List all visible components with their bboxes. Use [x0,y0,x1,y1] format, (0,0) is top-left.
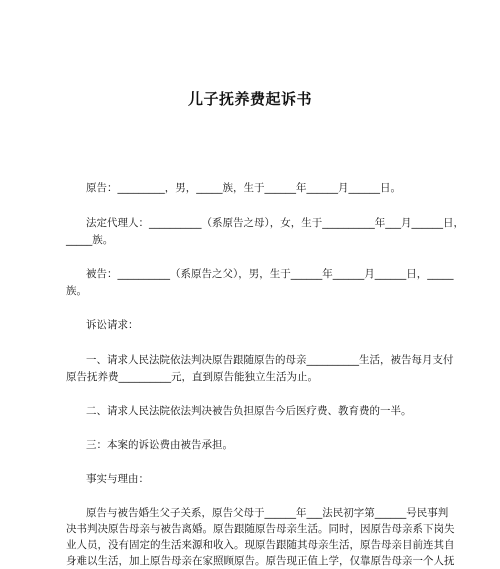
claim-one-line-2: 原告抚养费__________元，直到原告能独立生活为止。 [66,371,318,383]
facts-line-1: 原告与被告婚生父子关系，原告父母于______年___法民初字第______号民事判 [86,507,449,519]
facts-line-2: 决书判决原告母亲与被告离婚。原告跟随原告母亲生活。同时，因原告母亲系下岗失 [66,523,455,535]
plaintiff-line: 原告：_________，男，_____族，生于______年______月______日。 [86,182,401,194]
document-title: 儿子抚养费起诉书 [187,90,312,108]
claim-three-line: 三：本案的诉讼费由被告承担。 [86,439,233,451]
defendant-ethnicity-line: 族。 [66,285,87,297]
facts-line-3: 业人员，没有固定的生活来源和收入。现原告跟随其母亲生活，原告母亲目前连其自 [66,539,455,551]
facts-line-4: 身难以生活，加上原告母亲在家照顾原告。原告现正值上学，仅靠原告母亲一个人抚 [66,555,455,567]
claim-one-line-1: 一、请求人民法院依法判决原告跟随原告的母亲__________生活，被告每月支付 [86,354,454,366]
facts-heading: 事实与理由： [86,473,149,485]
defendant-line: 被告：__________（系原告之父），男，生于______年______月______日，_____ [86,268,454,280]
legal-representative-ethnicity-line: _____族。 [66,234,114,246]
legal-representative-line: 法定代理人：__________（系原告之母），女，生于__________年___月______日， [86,217,464,229]
claim-two-line: 二、请求人民法院依法判决被告负担原告今后医疗费、教育费的一半。 [86,405,412,417]
claims-heading: 诉讼请求： [86,319,139,331]
